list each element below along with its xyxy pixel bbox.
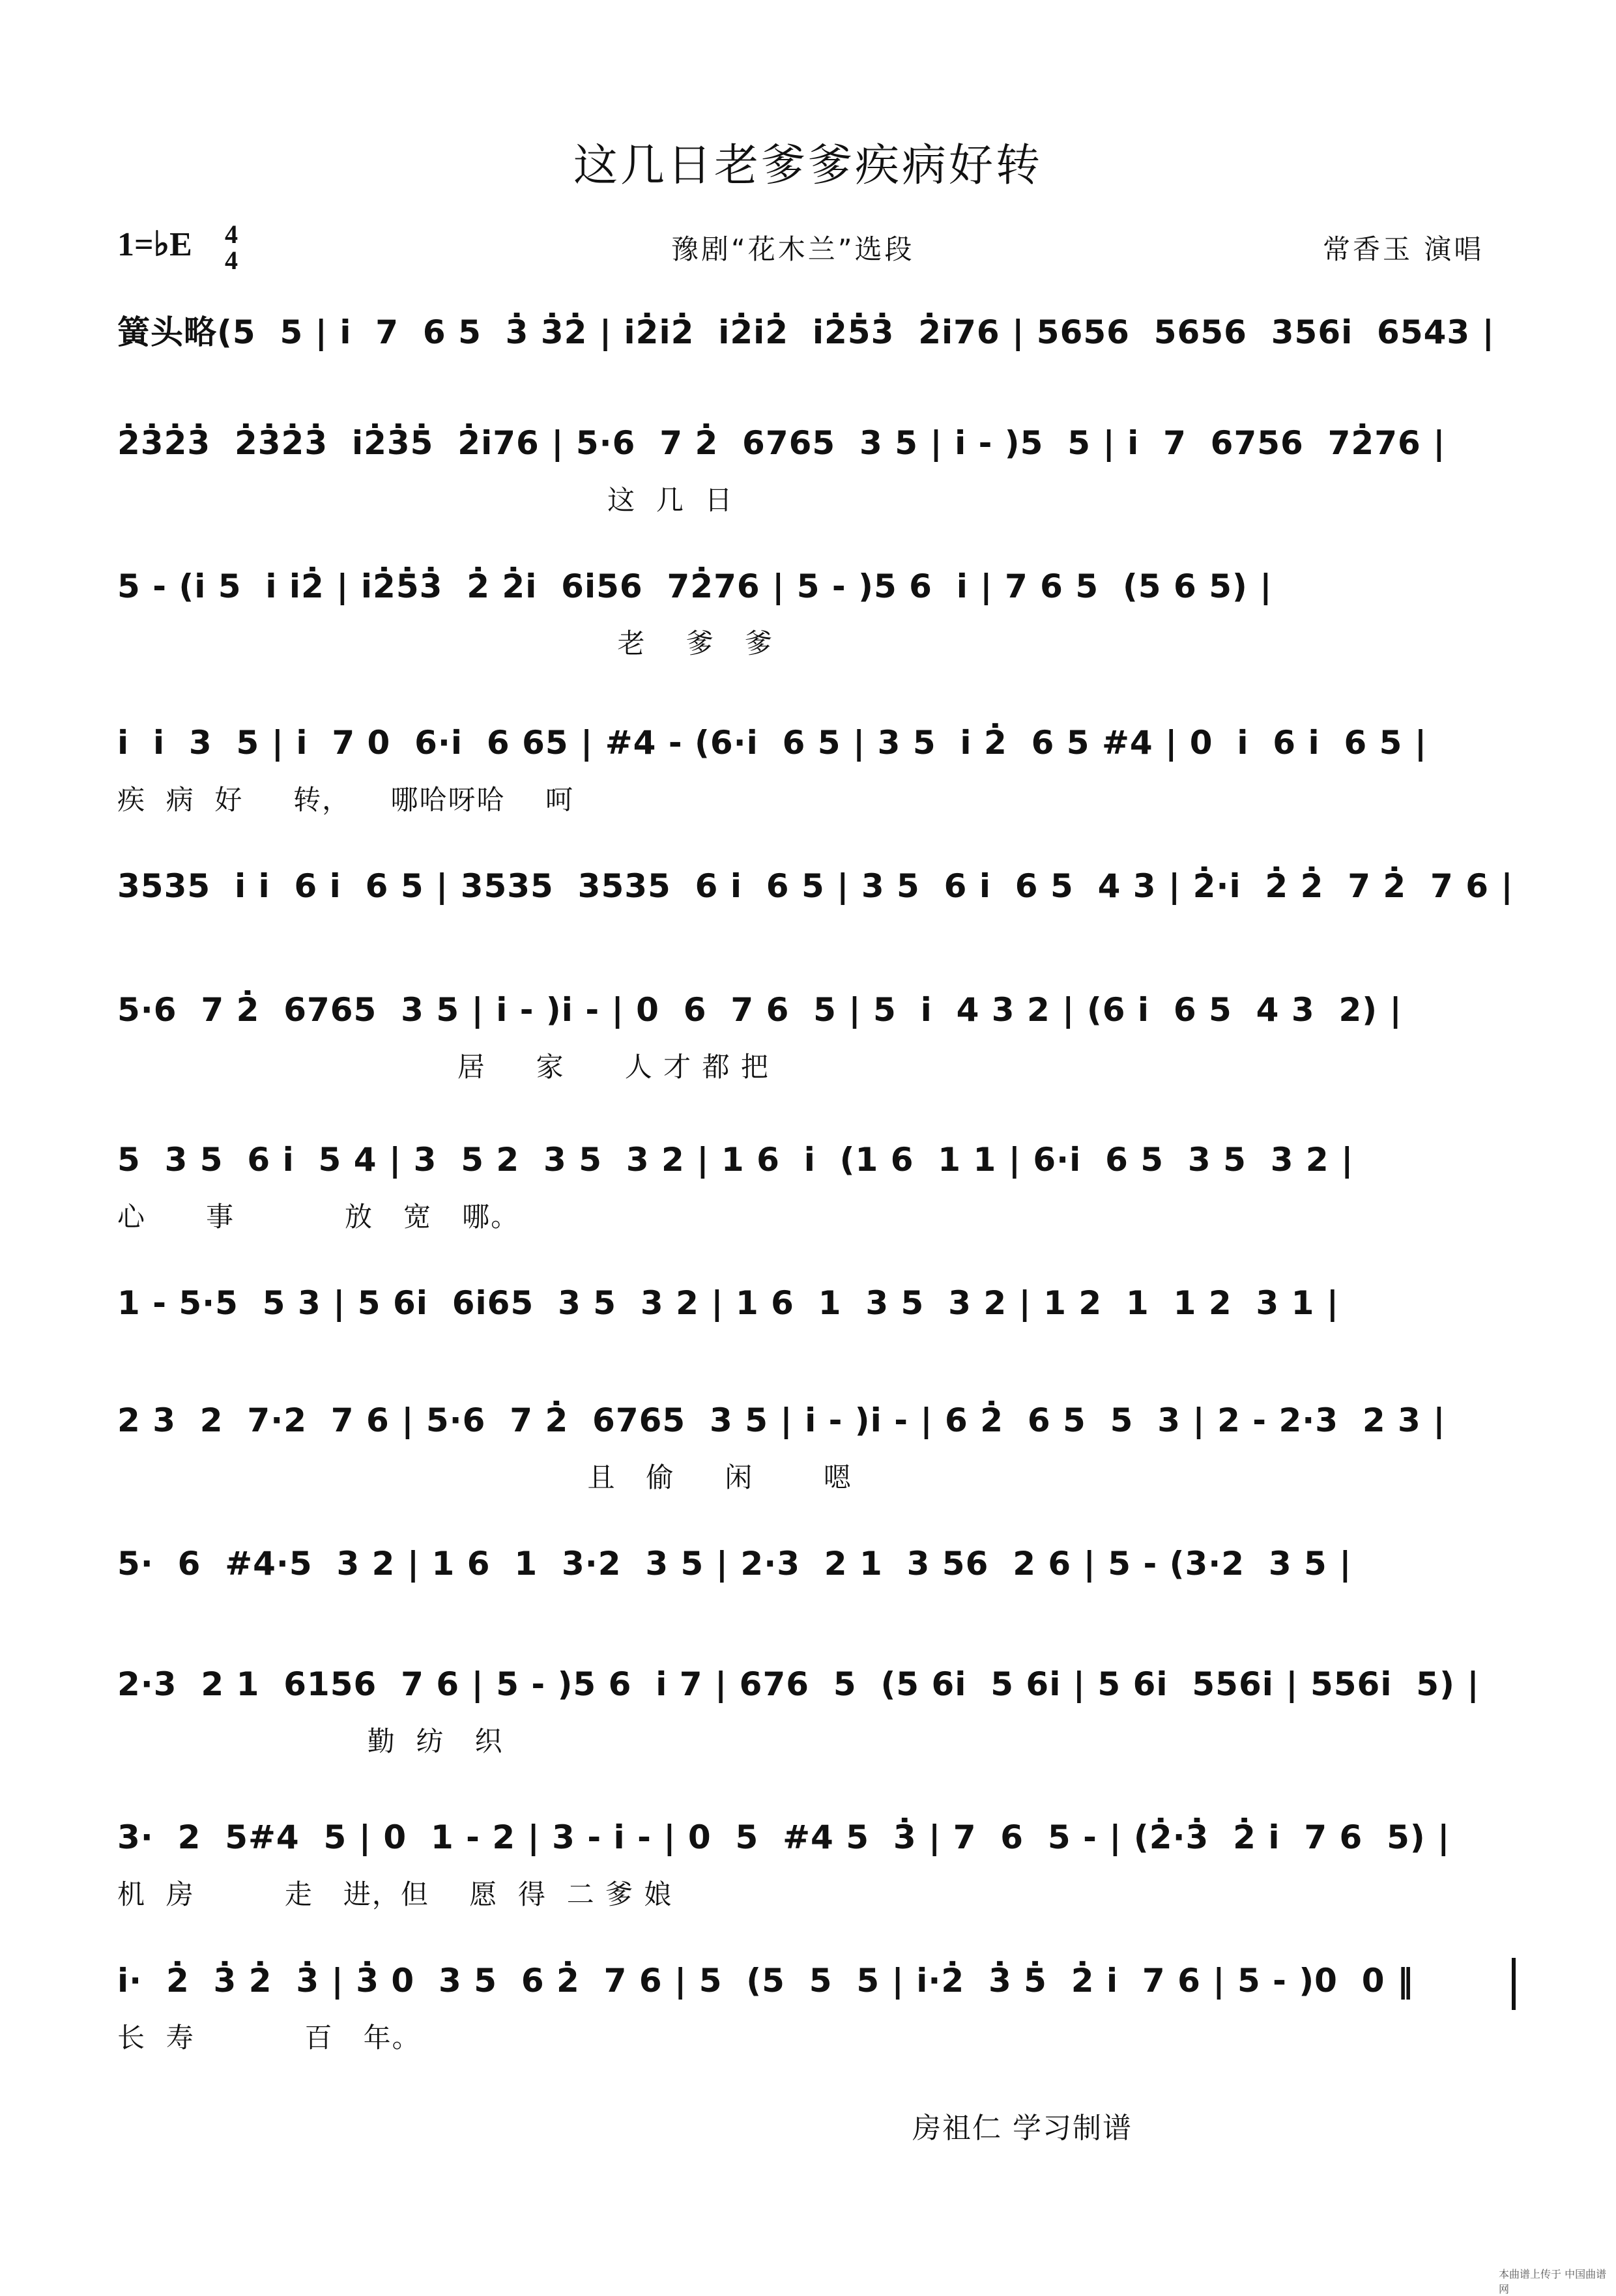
lyrics-line: 勤 纺 织 bbox=[117, 1725, 504, 1757]
opera-subtitle: 豫剧“花木兰”选段 bbox=[671, 233, 915, 265]
notation-line: 1 - 5·5 5 3 | 5 6i̇ 6i̇65 3 5 3 2 | 1 6 1 3 5 3 2 | 1 2 1 1 2 3 1 | bbox=[117, 1284, 1340, 1322]
notation-line: 5· 6 #4·5 3 2 | 1 6 1 3·2 3 5 | 2·3 2 1 3 56 2 6 | 5 - (3·2 3 5 | bbox=[117, 1545, 1352, 1583]
lyrics-line: 这 几 日 bbox=[117, 484, 734, 516]
lyrics-line: 心 事 放 宽 哪。 bbox=[117, 1201, 520, 1233]
notation-line: 5 3 5 6 i̇ 5 4 | 3 5 2 3 5 3 2 | 1 6 i̇ (1 6 1 1 | 6·i̇ 6 5 3 5 3 2 | bbox=[117, 1141, 1354, 1179]
final-barline bbox=[1512, 1958, 1516, 2010]
lyrics-line: 长 寿 百 年。 bbox=[117, 2022, 421, 2054]
lyrics-line: 疾 病 好 转， 哪哈呀哈 呵 bbox=[117, 784, 574, 816]
key-signature: 1=♭E bbox=[117, 226, 192, 263]
site-watermark: 本曲谱上传于 中国曲谱网 bbox=[1499, 2268, 1607, 2295]
notation-line: i̇ i̇ 3 5 | i̇ 7 0 6·i̇ 6 65 | #4 - (6·i̇ 6 5 | 3 5 i̇ 2̇ 6 5 #4 | 0 i̇ 6 i̇ 6 5 | bbox=[117, 724, 1428, 762]
transcriber-credit: 房祖仁 学习制谱 bbox=[912, 2112, 1133, 2145]
lyrics-line bbox=[117, 1600, 1512, 1639]
score-title: 这几日老爹爹疾病好转 bbox=[573, 140, 1043, 192]
time-signature-top: 4 bbox=[225, 220, 238, 249]
notation-line: 2̇3̇2̇3̇ 2̇3̇2̇3̇ i̇2̇3̇5̇ 2̇i̇76 | 5·6 7 2̇ 6765 3 5 | i̇ - )5 5 | i̇ 7 6756 72̇76 | bbox=[117, 424, 1446, 462]
notation-line: 5 - (i̇ 5 i̇ i̇2̇ | i̇2̇5̇3̇ 2̇ 2̇i̇ 6i̇56 72̇76 | 5 - )5 6 i̇ | 7 6 5 (5 6 5) | bbox=[117, 567, 1273, 605]
time-signature bbox=[225, 222, 238, 274]
notation-line: 5·6 7 2̇ 6765 3 5 | i̇ - )i̇ - | 0 6 7 6 5 | 5 i̇ 4 3 2 | (6 i̇ 6 5 4 3 2) | bbox=[117, 991, 1402, 1029]
notation-line: 3· 2 5#4 5 | 0 1 - 2 | 3 - i̇ - | 0 5 #4 5 3̇ | 7 6 5 - | (2̇·3̇ 2̇ i̇ 7 6 5) | bbox=[117, 1818, 1450, 1856]
lyrics-line: 机 房 走 进，但 愿 得 二 爹 娘 bbox=[117, 1878, 673, 1910]
performer-credit: 常香玉 演唱 bbox=[1323, 233, 1484, 265]
lyrics-line bbox=[117, 368, 1512, 407]
notation-line: 2·3 2 1 6156 7 6 | 5 - )5 6 i̇ 7 | 676 5 (5 6i̇ 5 6i̇ | 5 6i̇ 556i̇ | 556i̇ 5) | bbox=[117, 1665, 1480, 1703]
lyrics-line: 居 家 人 才 都 把 bbox=[117, 1051, 770, 1083]
notation-line: 2 3 2 7·2 7 6 | 5·6 7 2̇ 6765 3 5 | i̇ - )i̇ - | 6 2̇ 6 5 5 3 | 2 - 2·3 2 3 | bbox=[117, 1401, 1446, 1439]
time-signature-bottom: 4 bbox=[225, 246, 238, 275]
notation-line: 簧头略(5 5 | i 7 6 5 3̇ 3̇2̇ | i̇2̇i̇2̇ i̇2̇i̇2̇ i̇2̇5̇3̇ 2̇i̇76 | 5656 5656 356i̇ 6543 | bbox=[117, 313, 1495, 351]
lyrics-line bbox=[117, 1339, 1512, 1378]
lyrics-line bbox=[117, 922, 1512, 961]
lyrics-line: 老 爹 爹 bbox=[117, 627, 773, 659]
notation-line: 3535 i̇ i̇ 6 i̇ 6 5 | 3535 3535 6 i̇ 6 5 | 3 5 6 i̇ 6 5 4 3 | 2̇·i̇ 2̇ 2̇ 7 2̇ 7 6 | bbox=[117, 867, 1514, 905]
lyrics-line: 且 偷 闲 嗯 bbox=[117, 1461, 852, 1493]
notation-line: i̇· 2̇ 3̇ 2̇ 3̇ | 3̇ 0 3 5 6 2̇ 7 6 | 5 (5 5 5 | i̇·2̇ 3̇ 5̇ 2̇ i̇ 7 6 | 5 - )0 0 ‖ bbox=[117, 1962, 1414, 2000]
